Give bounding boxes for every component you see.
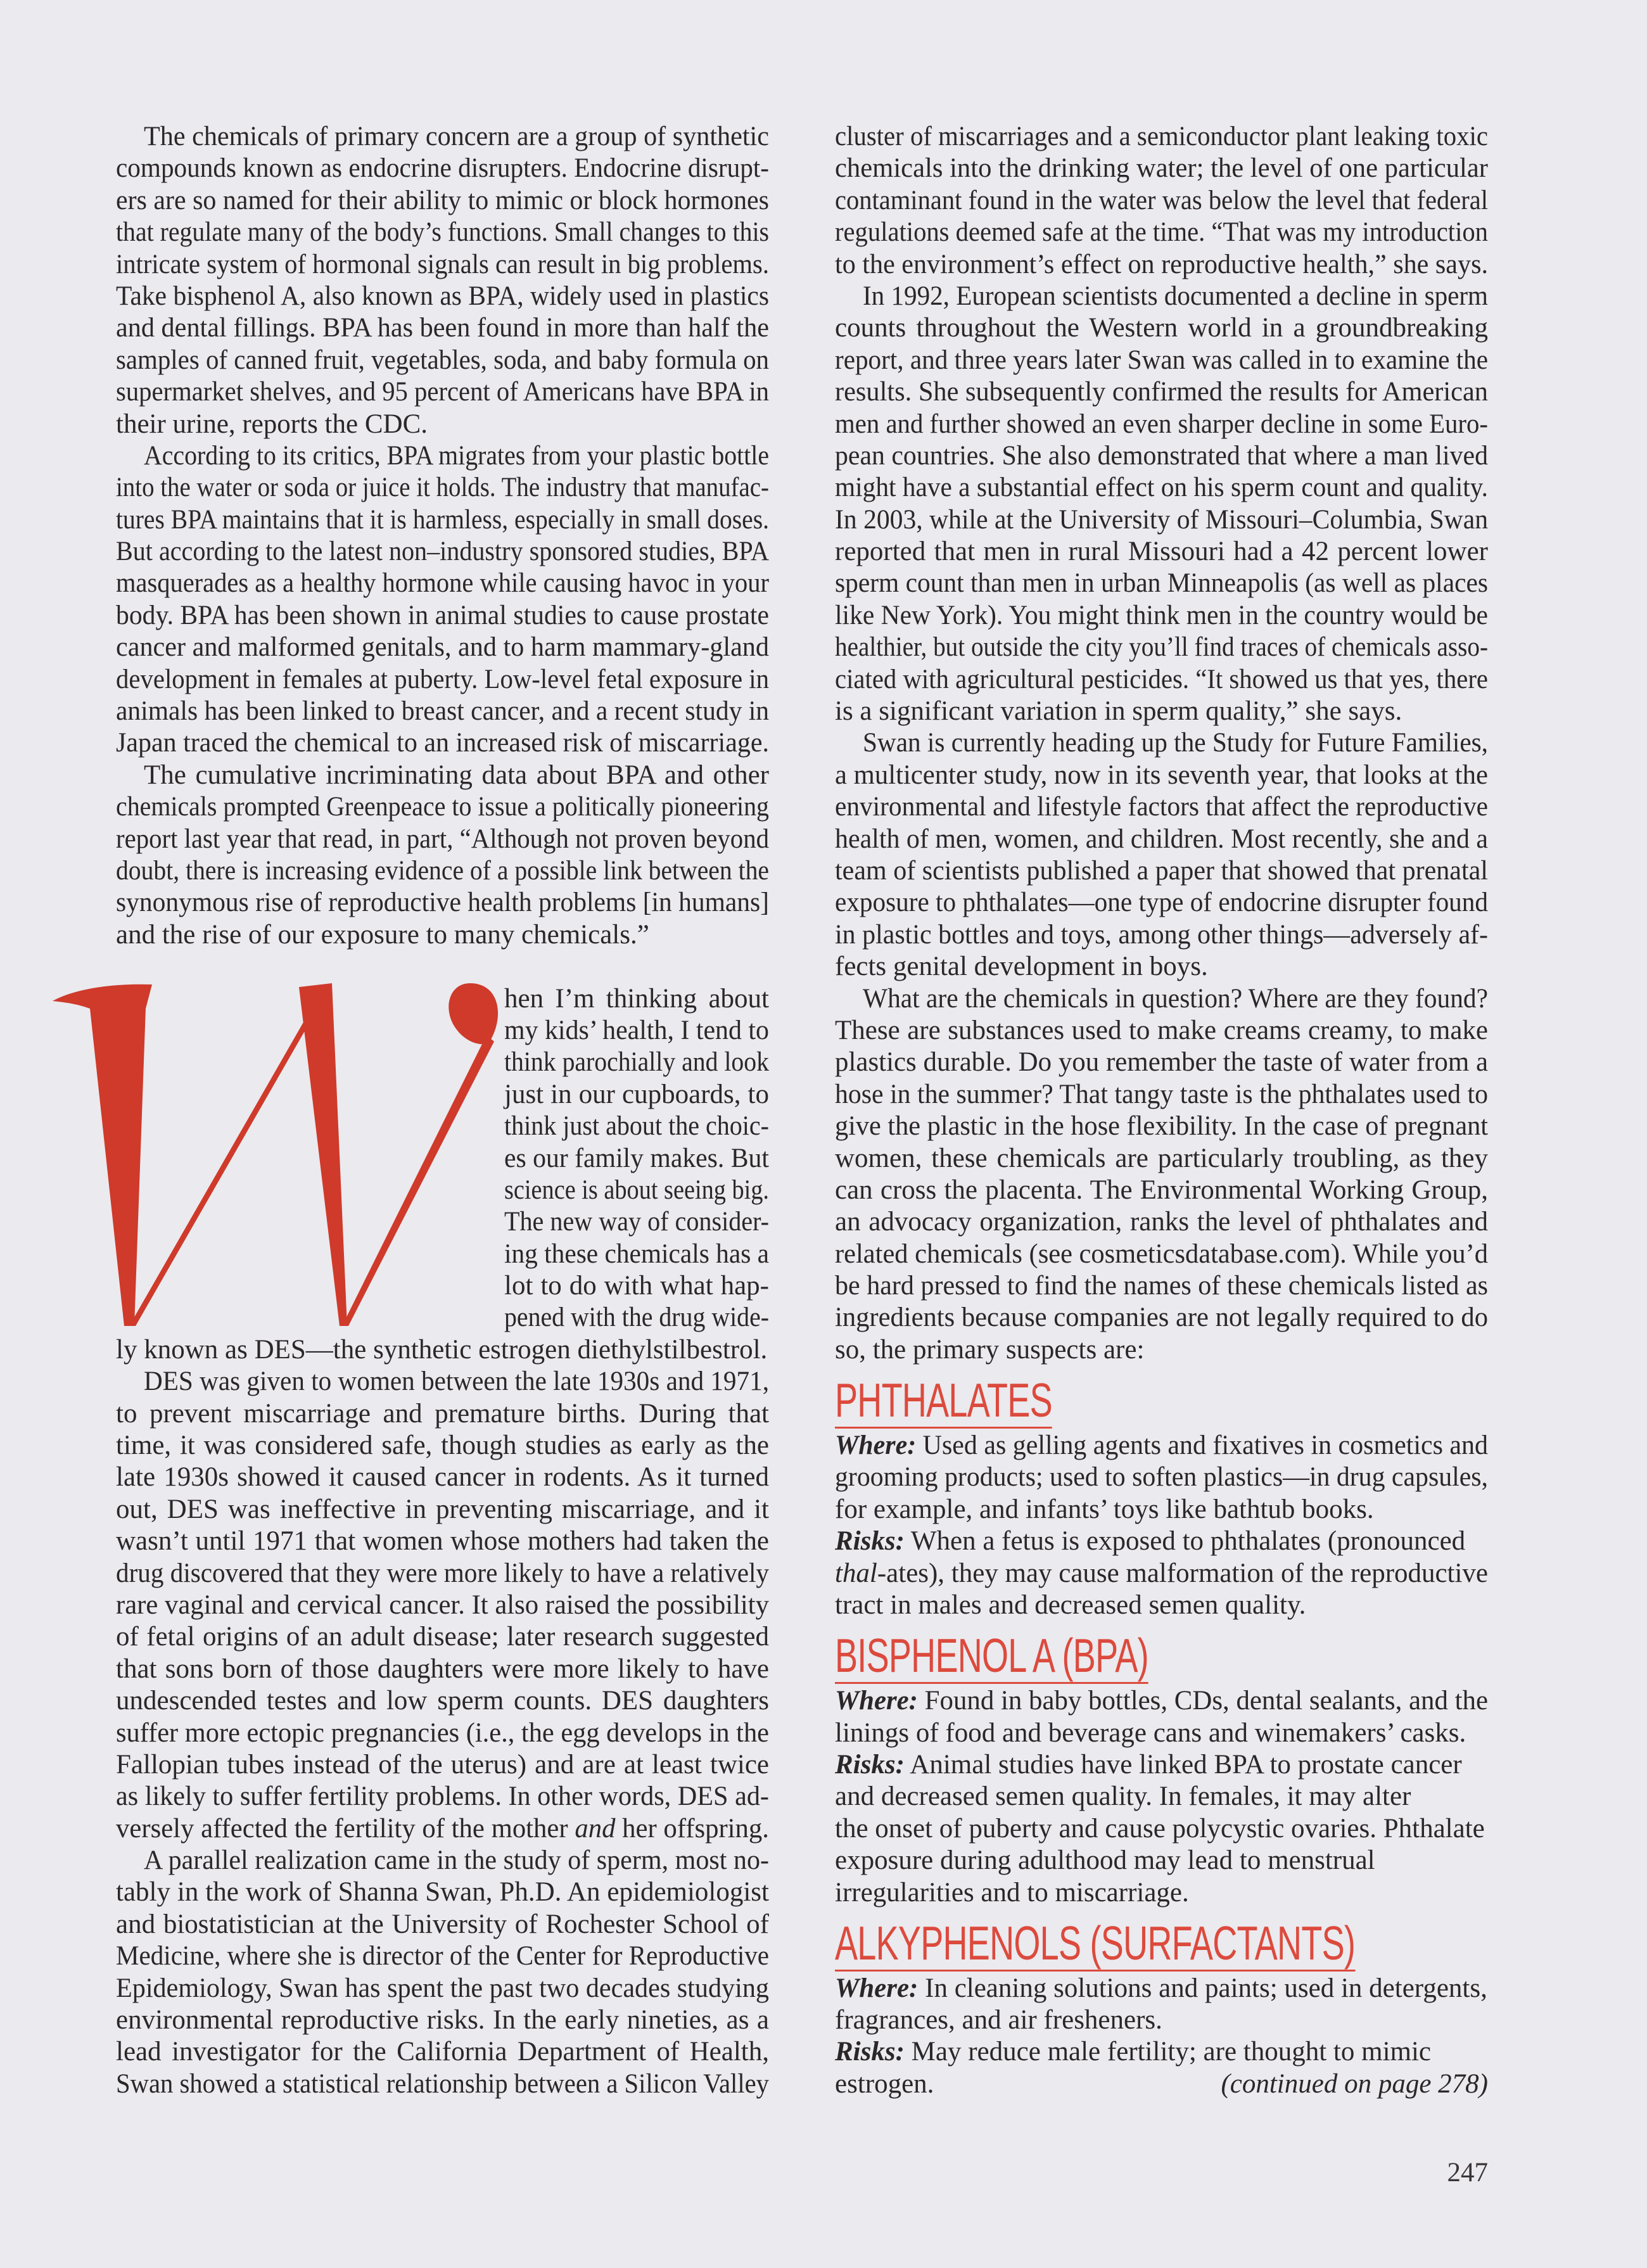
line-text: Japan traced the chemical to an increased risk of miscarriage. (116, 728, 769, 758)
text-run: When a fetus is exposed to phthalates (pronounced (904, 1526, 1466, 1557)
text-line (116, 1621, 769, 1653)
text-line (835, 1430, 1488, 1462)
line-text: is a significant variation in sperm quality,” she says. (835, 696, 1402, 727)
text-line (835, 568, 1488, 599)
line-text: report last year that read, in part, “Although not proven beyond (116, 824, 769, 854)
text-line (835, 855, 1488, 887)
section-heading-text: PHTHALATES (835, 1373, 1052, 1429)
text-line (116, 1717, 769, 1749)
line-text: my kids’ health, I tend to (504, 1015, 769, 1045)
page-number: 247 (1447, 2158, 1488, 2188)
line-text: A parallel realization came in the study of sperm, most no- (144, 1845, 769, 1876)
text-line (116, 121, 769, 153)
line-text: development in females at puberty. Low-level fetal exposure in (116, 664, 769, 694)
line-text: men and further showed an even sharper decline in some Euro- (835, 409, 1488, 439)
text-line (835, 1462, 1488, 1493)
text-line (835, 1143, 1488, 1175)
line-text (835, 1685, 1488, 1717)
text-line (116, 919, 769, 951)
paragraph (116, 951, 769, 1366)
text-line (835, 1111, 1488, 1142)
text-line (116, 536, 769, 568)
text-line (835, 153, 1488, 184)
line-text: wasn’t until 1971 that women whose mothers had taken the (116, 1526, 769, 1557)
text-line (835, 1685, 1488, 1717)
line-text: pean countries. She also demonstrated that where a man lived (835, 440, 1488, 471)
text-line (504, 1302, 769, 1334)
line-text: that sons born of those daughters were more likely to have (116, 1653, 769, 1684)
text-line (835, 1047, 1488, 1078)
line-text: be hard pressed to find the names of these chemicals listed as (835, 1271, 1488, 1301)
text-line (835, 1590, 1488, 1621)
line-text: The cumulative incriminating data about BPA and other (144, 760, 769, 790)
line-text: out, DES was ineffective in preventing miscarriage, and it (116, 1494, 769, 1524)
text-line (116, 2068, 769, 2100)
line-text: plastics durable. Do you remember the taste of water from a (835, 1047, 1488, 1078)
text-line (116, 632, 769, 663)
line-text (835, 1430, 1488, 1462)
text-line (116, 1940, 769, 1972)
text-line (116, 2036, 769, 2068)
line-text: samples of canned fruit, vegetables, soda, and baby formula on (116, 345, 769, 375)
line-text: ers are so named for their ability to mimic or block hormones (116, 185, 769, 215)
italic-text: thal (835, 1558, 877, 1588)
line-text: team of scientists published a paper that showed that prenatal (835, 855, 1488, 886)
paragraph (116, 1845, 769, 2100)
text-line (835, 1270, 1488, 1302)
line-text: tably in the work of Shanna Swan, Ph.D. An epidemiologist (116, 1877, 769, 1908)
line-text: contaminant found in the water was below the level that federal (835, 185, 1488, 215)
chemical-section (835, 1909, 1488, 2100)
text-line (116, 1813, 769, 1845)
line-text: pened with the drug wide- (504, 1303, 769, 1333)
line-text: give the plastic in the hose flexibility. In the case of pregnant (835, 1111, 1488, 1142)
line-text: compounds known as endocrine disrupters. Endocrine disrupt- (116, 153, 769, 184)
line-text: The new way of consider- (504, 1207, 769, 1237)
text-line (116, 376, 769, 408)
text-line (116, 281, 769, 312)
text-line (116, 824, 769, 855)
line-text: just in our cupboards, to (504, 1079, 769, 1109)
text-line (504, 1143, 769, 1175)
text-line (504, 1175, 769, 1206)
line-text: think just about the choic- (504, 1111, 769, 1142)
text-line (835, 472, 1488, 504)
line-text: These are substances used to make creams creamy, to make (835, 1015, 1488, 1045)
line-text: fects genital development in boys. (835, 952, 1208, 982)
text-line (835, 376, 1488, 408)
text-line (116, 791, 769, 823)
line-text: irregularities and to miscarriage. (835, 1877, 1189, 1908)
line-text: body. BPA has been shown in animal studies to cause prostate (116, 600, 769, 630)
text-line (835, 727, 1488, 759)
line-text: and the rise of our exposure to many chemicals.” (116, 919, 649, 950)
line-text: Fallopian tubes instead of the uterus) and are at least twice (116, 1749, 769, 1780)
line-text: results. She subsequently confirmed the results for American (835, 377, 1488, 407)
line-text (835, 1526, 1465, 1557)
line-text: es our family makes. But (504, 1143, 769, 1173)
line-text: counts throughout the Western world in a groundbreaking (835, 313, 1488, 343)
text-line (835, 1015, 1488, 1047)
section-heading (835, 1366, 1488, 1430)
text-line (835, 1749, 1488, 1781)
text-line (835, 1494, 1488, 1526)
line-text: and decreased semen quality. In females, it may alter (835, 1781, 1411, 1812)
text-line (116, 1749, 769, 1781)
continued-note: (continued on page 278) (1221, 2068, 1488, 2099)
line-text: women, these chemicals are particularly troubling, as they (835, 1143, 1488, 1173)
text-line (116, 409, 769, 440)
text-line (835, 121, 1488, 153)
text-line (835, 983, 1488, 1015)
line-text: in plastic bottles and toys, among other things—adversely af- (835, 919, 1488, 950)
run-in-label: Risks: (835, 2037, 905, 2067)
text-line (116, 1494, 769, 1526)
line-text: like New York). You might think men in the country would be (835, 600, 1488, 630)
text-line (116, 1430, 769, 1462)
text-line (835, 1175, 1488, 1206)
text-line (116, 1462, 769, 1493)
text-line (835, 600, 1488, 632)
section-heading (835, 1909, 1488, 1973)
line-text: sperm count than men in urban Minneapolis (as well as places (835, 568, 1488, 599)
line-text: science is about seeing big. (504, 1175, 769, 1205)
line-text: chemicals prompted Greenpeace to issue a politically pioneering (116, 792, 769, 822)
line-text: ingredients because companies are not legally required to do (835, 1303, 1488, 1333)
line-text: late 1930s showed it caused cancer in rodents. As it turned (116, 1462, 769, 1493)
line-text: lot to do with what hap- (504, 1271, 769, 1301)
text-line (116, 600, 769, 632)
text-line (504, 1047, 769, 1078)
text-line (116, 887, 769, 919)
paragraph (116, 440, 769, 760)
line-text: ing these chemicals has a (504, 1239, 769, 1269)
line-text: estrogen. (835, 2068, 934, 2099)
text-line (116, 1590, 769, 1621)
line-text: doubt, there is increasing evidence of a possible link between the (116, 855, 769, 886)
line-text: think parochially and look (504, 1047, 769, 1078)
line-text: Swan is currently heading up the Study for Future Families, (863, 728, 1488, 758)
text-line (835, 824, 1488, 855)
line-text: What are the chemicals in question? Where are they found? (863, 983, 1488, 1014)
text-line (116, 1398, 769, 1430)
line-text: might have a substantial effect on his sperm count and quality. (835, 473, 1488, 503)
chemical-section (835, 1621, 1488, 1909)
run-in-label: Where: (835, 1430, 917, 1461)
text-line (116, 760, 769, 791)
text-line (116, 1366, 769, 1398)
text-line (835, 536, 1488, 568)
line-text: environmental and lifestyle factors that affect the reproductive (835, 792, 1488, 822)
text-line (116, 504, 769, 536)
text-line (116, 568, 769, 599)
line-text: In 2003, while at the University of Missouri–Columbia, Swan (835, 504, 1488, 535)
text-line (835, 409, 1488, 440)
line-text (835, 1973, 1487, 2004)
text-line (835, 951, 1488, 983)
run-in-label: Where: (835, 1973, 919, 2003)
line-text: regulations deemed safe at the time. “That was my introduction (835, 217, 1488, 248)
text-line (835, 1845, 1488, 1876)
text-line (116, 1334, 769, 1366)
line-text: for example, and infants’ toys like bathtub books. (835, 1494, 1374, 1524)
line-text: related chemicals (see cosmeticsdatabase.com). While you’d (835, 1239, 1488, 1269)
text-line (835, 504, 1488, 536)
line-text: exposure to phthalates—one type of endocrine disrupter found (835, 888, 1488, 918)
line-text: hose in the summer? That tangy taste is the phthalates used to (835, 1079, 1488, 1109)
text-line (835, 1334, 1488, 1366)
line-text: Epidemiology, Swan has spent the past two decades studying (116, 1973, 769, 2003)
text-line (504, 1206, 769, 1238)
line-text: grooming products; used to soften plastics—in drug capsules, (835, 1462, 1488, 1493)
line-text: report, and three years later Swan was called in to examine the (835, 345, 1488, 375)
text-line (116, 217, 769, 248)
line-text: synonymous rise of reproductive health problems [in humans] (116, 888, 769, 918)
section-heading-text: ALKYPHENOLS (SURFACTANTS) (835, 1916, 1355, 1972)
text-line (835, 1558, 1488, 1590)
text-line (835, 1239, 1488, 1270)
line-text: exposure during adulthood may lead to menstrual (835, 1845, 1375, 1876)
line-text: healthier, but outside the city you’ll find traces of chemicals asso- (835, 632, 1488, 663)
section-heading-text: BISPHENOL A (BPA) (835, 1629, 1148, 1684)
text-run: -ates), they may cause malformation of the reproductive (877, 1558, 1488, 1588)
text-line (835, 919, 1488, 951)
text-line (116, 345, 769, 376)
text-line (835, 1206, 1488, 1238)
run-in-label: Where: (835, 1686, 918, 1716)
line-text: reported that men in rural Missouri had a 42 percent lower (835, 537, 1488, 567)
line-text (835, 1749, 1462, 1781)
text-line (835, 1877, 1488, 1909)
text-line (504, 1111, 769, 1142)
text-line (835, 791, 1488, 823)
line-text: as likely to suffer fertility problems. In other words, DES ad- (116, 1781, 769, 1812)
text-line (835, 664, 1488, 696)
text-run: Used as gelling agents and fixatives in cosmetics and (916, 1430, 1488, 1461)
paragraph-gap (116, 951, 769, 983)
line-text: tures BPA maintains that it is harmless, especially in small doses. (116, 504, 769, 535)
text-run: Animal studies have linked BPA to prostate cancer (904, 1749, 1462, 1780)
line-text: According to its critics, BPA migrates from your plastic bottle (144, 440, 769, 471)
line-text: ly known as DES—the synthetic estrogen diethylstilbestrol. (116, 1334, 768, 1365)
text-run: versely affected the fertility of the mother (116, 1813, 575, 1844)
line-text: a multicenter study, now in its seventh year, that looks at the (835, 760, 1488, 790)
text-line (835, 696, 1488, 727)
text-line (835, 1781, 1488, 1812)
line-text: intricate system of hormonal signals can result in big problems. (116, 249, 769, 279)
line-text: time, it was considered safe, though studies as early as the (116, 1430, 769, 1461)
text-line (835, 249, 1488, 281)
line-text: hen I’m thinking about (504, 983, 769, 1014)
line-text: and biostatistician at the University of Rochester School of (116, 1909, 769, 1939)
text-line (835, 1526, 1488, 1557)
paragraph (835, 281, 1488, 727)
line-text: supermarket shelves, and 95 percent of Americans have BPA in (116, 377, 769, 407)
line-text (835, 2036, 1431, 2068)
paragraph (116, 1366, 769, 1845)
text-line (835, 185, 1488, 217)
line-text (835, 1558, 1488, 1590)
line-text: Swan showed a statistical relationship between a Silicon Valley (116, 2068, 769, 2099)
paragraph (835, 727, 1488, 983)
text-run: Found in baby bottles, CDs, dental sealants, and the (917, 1686, 1488, 1716)
text-line (116, 664, 769, 696)
text-line (116, 440, 769, 472)
line-text: DES was given to women between the late 1930s and 1971, (144, 1367, 769, 1397)
text-line (835, 1973, 1488, 2004)
text-line (835, 312, 1488, 344)
chemical-section (835, 1366, 1488, 1621)
line-text: ciated with agricultural pesticides. “It showed us that yes, there (835, 664, 1488, 694)
text-line (835, 345, 1488, 376)
text-line (835, 1717, 1488, 1749)
italic-text: and (575, 1813, 616, 1844)
line-text: of fetal origins of an adult disease; later research suggested (116, 1622, 769, 1652)
text-line (835, 281, 1488, 312)
text-line (116, 312, 769, 344)
left-column (116, 121, 769, 2100)
line-text: rare vaginal and cervical cancer. It also raised the possibility (116, 1590, 769, 1620)
line-text: their urine, reports the CDC. (116, 409, 428, 439)
text-line (116, 2004, 769, 2036)
text-run: May reduce male fertility; are thought to mimic (904, 2037, 1431, 2067)
text-line (835, 2036, 1488, 2068)
text-run: her offspring. (615, 1813, 769, 1844)
line-text: Medicine, where she is director of the Center for Reproductive (116, 1941, 769, 1972)
line-text: and dental fillings. BPA has been found in more than half the (116, 313, 769, 343)
text-line (116, 1526, 769, 1557)
line-text: linings of food and beverage cans and winemakers’ casks. (835, 1717, 1466, 1748)
section-heading (835, 1621, 1488, 1685)
line-text: that regulate many of the body’s functions. Small changes to this (116, 217, 769, 248)
line-text: fragrances, and air fresheners. (835, 2005, 1162, 2035)
text-line (116, 1845, 769, 1876)
paragraph (835, 983, 1488, 1367)
paragraph (116, 760, 769, 951)
text-line (116, 249, 769, 281)
line-text: undescended testes and low sperm counts. DES daughters (116, 1686, 769, 1716)
text-line (835, 2004, 1488, 2036)
line-text: masquerades as a healthy hormone while causing havoc in your (116, 568, 769, 599)
line-text: health of men, women, and children. Most recently, she and a (835, 824, 1488, 854)
text-line (835, 2068, 1488, 2100)
text-line (504, 1079, 769, 1111)
text-line (835, 217, 1488, 248)
line-text: can cross the placenta. The Environmental Working Group, (835, 1175, 1488, 1205)
text-line (116, 1781, 769, 1812)
line-text: In 1992, European scientists documented a decline in sperm (863, 281, 1488, 311)
text-line (116, 1558, 769, 1590)
line-text: Take bisphenol A, also known as BPA, widely used in plastics (116, 281, 769, 311)
text-line (116, 696, 769, 727)
text-line (116, 855, 769, 887)
line-text: the onset of puberty and cause polycystic ovaries. Phthalate (835, 1813, 1485, 1844)
line-text: lead investigator for the California Department of Health, (116, 2037, 769, 2067)
paragraph (835, 121, 1488, 281)
text-line (835, 760, 1488, 791)
text-line (116, 185, 769, 217)
line-text: chemicals into the drinking water; the level of one particular (835, 153, 1488, 184)
paragraph (116, 121, 769, 440)
text-run: In cleaning solutions and paints; used in detergents, (918, 1973, 1487, 2003)
text-line (835, 887, 1488, 919)
text-line (116, 727, 769, 759)
text-line (116, 1973, 769, 2004)
line-text: to prevent miscarriage and premature births. During that (116, 1398, 769, 1429)
text-line (116, 472, 769, 504)
text-line (116, 1653, 769, 1685)
text-line (835, 1079, 1488, 1111)
line-text: animals has been linked to breast cancer, and a recent study in (116, 696, 769, 727)
line-text: to the environment’s effect on reproductive health,” she says. (835, 249, 1488, 279)
right-column (835, 121, 1488, 2100)
line-text: suffer more ectopic pregnancies (i.e., the egg develops in the (116, 1717, 769, 1748)
text-line (116, 1876, 769, 1908)
run-in-label: Risks: (835, 1526, 905, 1557)
line-text: so, the primary suspects are: (835, 1334, 1145, 1365)
line-text: drug discovered that they were more likely to have a relatively (116, 1558, 769, 1588)
text-line (504, 1239, 769, 1270)
line-text: an advocacy organization, ranks the level of phthalates and (835, 1207, 1488, 1237)
text-line (835, 440, 1488, 472)
text-line (835, 1813, 1488, 1845)
text-line (504, 983, 769, 1015)
line-text: tract in males and decreased semen quality. (835, 1590, 1306, 1620)
line-text: into the water or soda or juice it holds. The industry that manufac- (116, 473, 769, 503)
text-line (116, 1909, 769, 1940)
text-line (116, 1685, 769, 1717)
text-line (835, 632, 1488, 663)
line-text: The chemicals of primary concern are a group of synthetic (144, 122, 769, 151)
run-in-label: Risks: (835, 1749, 905, 1780)
text-line (504, 1270, 769, 1302)
text-line (835, 1302, 1488, 1334)
line-text (116, 1813, 769, 1845)
text-line (504, 1015, 769, 1047)
text-line (116, 153, 769, 184)
line-text: But according to the latest non–industry sponsored studies, BPA (116, 537, 769, 567)
line-text: environmental reproductive risks. In the early nineties, as a (116, 2005, 769, 2035)
line-text: cluster of miscarriages and a semiconductor plant leaking toxic (835, 122, 1488, 151)
line-text: cancer and malformed genitals, and to harm mammary-gland (116, 632, 769, 663)
